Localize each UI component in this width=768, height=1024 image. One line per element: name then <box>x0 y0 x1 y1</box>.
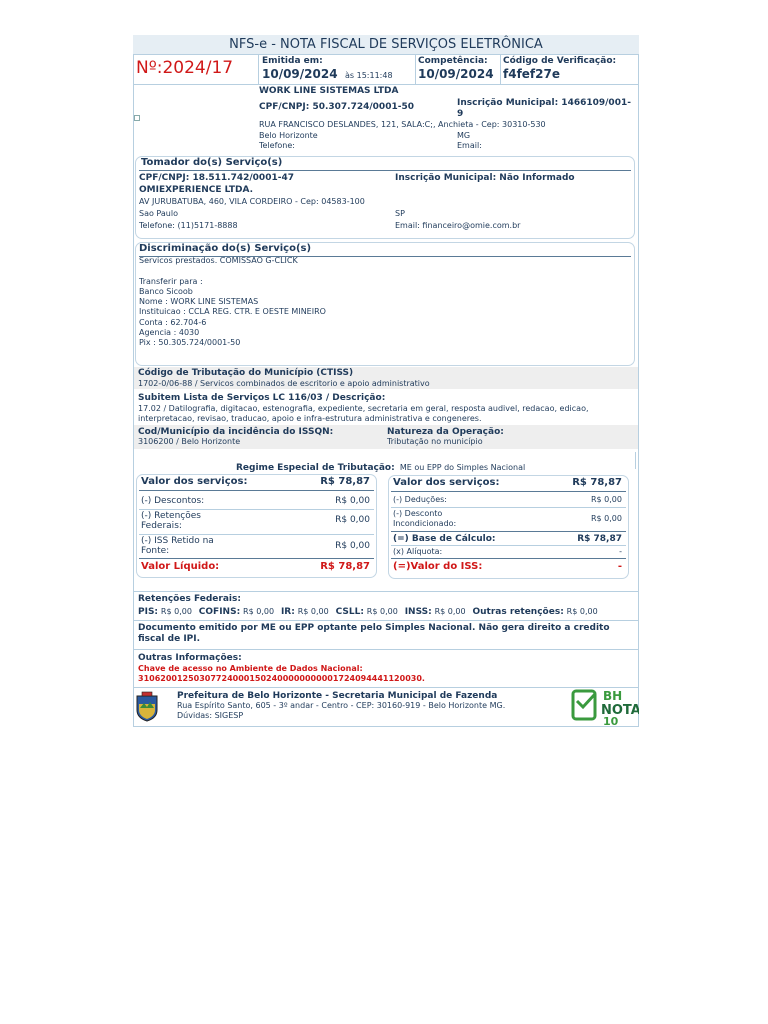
regime-especial <box>236 455 525 474</box>
aliquota-label: (x) Alíquota: <box>393 547 443 556</box>
competencia-data: 10/09/2024 <box>418 67 494 81</box>
incidencia-valor: 3106200 / Belo Horizonte <box>138 437 241 446</box>
subitem-valor: 17.02 / Datilografia, digitacao, estenografia, expediente, secretaria em geral, resposta audivel, redacao, edicao, interpretacao, revisao, traducao, apoio e infra-estrutura administrativa e congeneres. <box>138 404 589 423</box>
document-title: NFS-e - NOTA FISCAL DE SERVIÇOS ELETRÔNICA <box>133 35 639 54</box>
incidencia-title: Cod/Município da incidência do ISSQN: <box>138 427 334 437</box>
ctiss-title: Código de Tributação do Município (CTISS) <box>138 368 354 378</box>
prestador-inscricao: Inscrição Municipal: 1466109/001-9 <box>457 98 631 119</box>
retencoes-linha <box>138 607 598 617</box>
valor-servicos-valor: R$ 78,87 <box>320 476 370 487</box>
tomador-uf: SP <box>395 209 405 218</box>
natureza-title: Natureza da Operação: <box>387 427 504 437</box>
prestador-endereco: RUA FRANCISCO DESLANDES, 121, SALA:C;, Anchieta - Cep: 30310-530 <box>259 120 546 129</box>
retencoes-federais-label: (-) Retenções Federais: <box>141 511 201 531</box>
tomador-endereco: AV JURUBATUBA, 460, VILA CORDEIRO - Cep: 04583-100 <box>139 197 365 206</box>
emitida-hora: às 15:11:48 <box>345 71 393 80</box>
competencia-label: Competência: <box>418 56 488 66</box>
pis-label: PIS: <box>138 607 159 617</box>
csll-valor: R$ 0,00 <box>366 607 398 616</box>
inss-valor: R$ 0,00 <box>434 607 466 616</box>
deducoes-label: (-) Deduções: <box>393 495 447 504</box>
bh-nota-10-logo-icon <box>571 688 639 726</box>
ir-valor: R$ 0,00 <box>297 607 329 616</box>
descontos-valor: R$ 0,00 <box>335 496 370 506</box>
prefeitura-nome: Prefeitura de Belo Horizonte - Secretaria Municipal de Fazenda <box>177 691 498 701</box>
csll-label: CSLL: <box>335 607 364 617</box>
natureza-valor: Tributação no município <box>387 437 483 446</box>
codigo-verificacao-label: Código de Verificação: <box>503 56 617 66</box>
iss-retido-valor: R$ 0,00 <box>335 541 370 551</box>
valor-liquido-label: Valor Líquido: <box>141 561 220 572</box>
prestador-cnpj: CPF/CNPJ: 50.307.724/0001-50 <box>259 102 414 112</box>
regime-label: Regime Especial de Tributação: <box>236 463 395 473</box>
base-calculo-valor: R$ 78,87 <box>577 534 622 544</box>
prestador-telefone: Telefone: <box>259 141 295 150</box>
ir-label: IR: <box>280 607 295 617</box>
emitida-data: 10/09/2024 <box>262 67 338 81</box>
inss-label: INSS: <box>404 607 432 617</box>
desconto-incondicionado-valor: R$ 0,00 <box>590 514 622 523</box>
brasao-bh-icon <box>134 690 160 722</box>
tomador-email: Email: financeiro@omie.com.br <box>395 221 521 230</box>
discriminacao-texto: Servicos prestados. COMISSAO G-CLICK Transferir para : Banco Sicoob Nome : WORK LINE SISTEMAS Instituicao : CCLA REG. CTR. E OESTE MINEIRO Conta : 62.704-6 Agencia : 4030 Pix : 50.305.724/0001-50 <box>139 256 326 348</box>
cofins-label: COFINS: <box>198 607 241 617</box>
logo-10-text: 10 <box>603 715 619 726</box>
prefeitura-endereco: Rua Espírito Santo, 605 - 3º andar - Centro - CEP: 30160-919 - Belo Horizonte MG. <box>177 701 506 710</box>
logo-bh-text: BH <box>603 689 623 703</box>
aviso-simples-nacional: Documento emitido por ME ou EPP optante pelo Simples Nacional. Não gera direito a credito fiscal de IPI. <box>138 623 610 644</box>
tomador-title: Tomador do(s) Serviço(s) <box>141 157 283 168</box>
retencoes-federais-valor: R$ 0,00 <box>335 515 370 525</box>
prestador-uf: MG <box>457 131 471 140</box>
emitida-label: Emitida em: <box>262 56 323 66</box>
aliquota-valor: - <box>619 547 622 556</box>
nota-numero: Nº:2024/17 <box>136 58 234 78</box>
codigo-verificacao: f4fef27e <box>503 67 560 81</box>
valor-iss-valor: - <box>617 561 622 572</box>
outras-retencoes-valor: R$ 0,00 <box>566 607 598 616</box>
retencoes-title: Retenções Federais: <box>138 594 241 604</box>
outras-retencoes-label: Outras retenções: <box>472 607 564 617</box>
regime-valor: ME ou EPP do Simples Nacional <box>399 463 526 472</box>
pis-valor: R$ 0,00 <box>160 607 192 616</box>
ctiss-valor: 1702-0/06-88 / Servicos combinados de escritorio e apoio administrativo <box>138 379 430 388</box>
iss-retido-label: (-) ISS Retido na Fonte: <box>141 536 214 556</box>
prestador-cidade: Belo Horizonte <box>259 131 318 140</box>
tomador-cidade: Sao Paulo <box>139 209 178 218</box>
tomador-inscricao: Inscrição Municipal: Não Informado <box>395 173 575 183</box>
descontos-label: (-) Descontos: <box>141 496 205 506</box>
tomador-cnpj: CPF/CNPJ: 18.511.742/0001-47 <box>139 173 294 183</box>
discriminacao-title: Discriminação do(s) Serviço(s) <box>139 243 312 254</box>
cofins-valor: R$ 0,00 <box>243 607 275 616</box>
prestador-nome: WORK LINE SISTEMAS LTDA <box>259 86 399 96</box>
desconto-incondicionado-label: (-) Desconto Incondicionado: <box>393 509 457 528</box>
valor-liquido-valor: R$ 78,87 <box>320 561 370 572</box>
prestador-email: Email: <box>457 141 482 150</box>
chave-acesso-valor: 310620012503077240001502400000000001724094441120030. <box>138 674 425 683</box>
valor-servicos-dir-valor: R$ 78,87 <box>572 477 622 488</box>
chave-acesso-label: Chave de acesso no Ambiente de Dados Nacional: <box>138 664 363 673</box>
prefeitura-duvidas: Dúvidas: SIGESP <box>177 711 244 720</box>
prestador-logo-placeholder <box>134 115 140 121</box>
logo-nota-text: NOTA <box>601 703 639 718</box>
deducoes-valor: R$ 0,00 <box>590 495 622 504</box>
valor-iss-label: (=)Valor do ISS: <box>393 561 483 572</box>
valor-servicos-dir-label: Valor dos serviços: <box>393 477 500 488</box>
base-calculo-label: (=) Base de Cálculo: <box>393 534 496 544</box>
outras-informacoes-title: Outras Informações: <box>138 653 242 663</box>
subitem-title: Subitem Lista de Serviços LC 116/03 / Descrição: <box>138 393 386 403</box>
valor-servicos-label: Valor dos serviços: <box>141 476 248 487</box>
tomador-telefone: Telefone: (11)5171-8888 <box>139 221 238 230</box>
tomador-nome: OMIEXPERIENCE LTDA. <box>139 185 254 195</box>
